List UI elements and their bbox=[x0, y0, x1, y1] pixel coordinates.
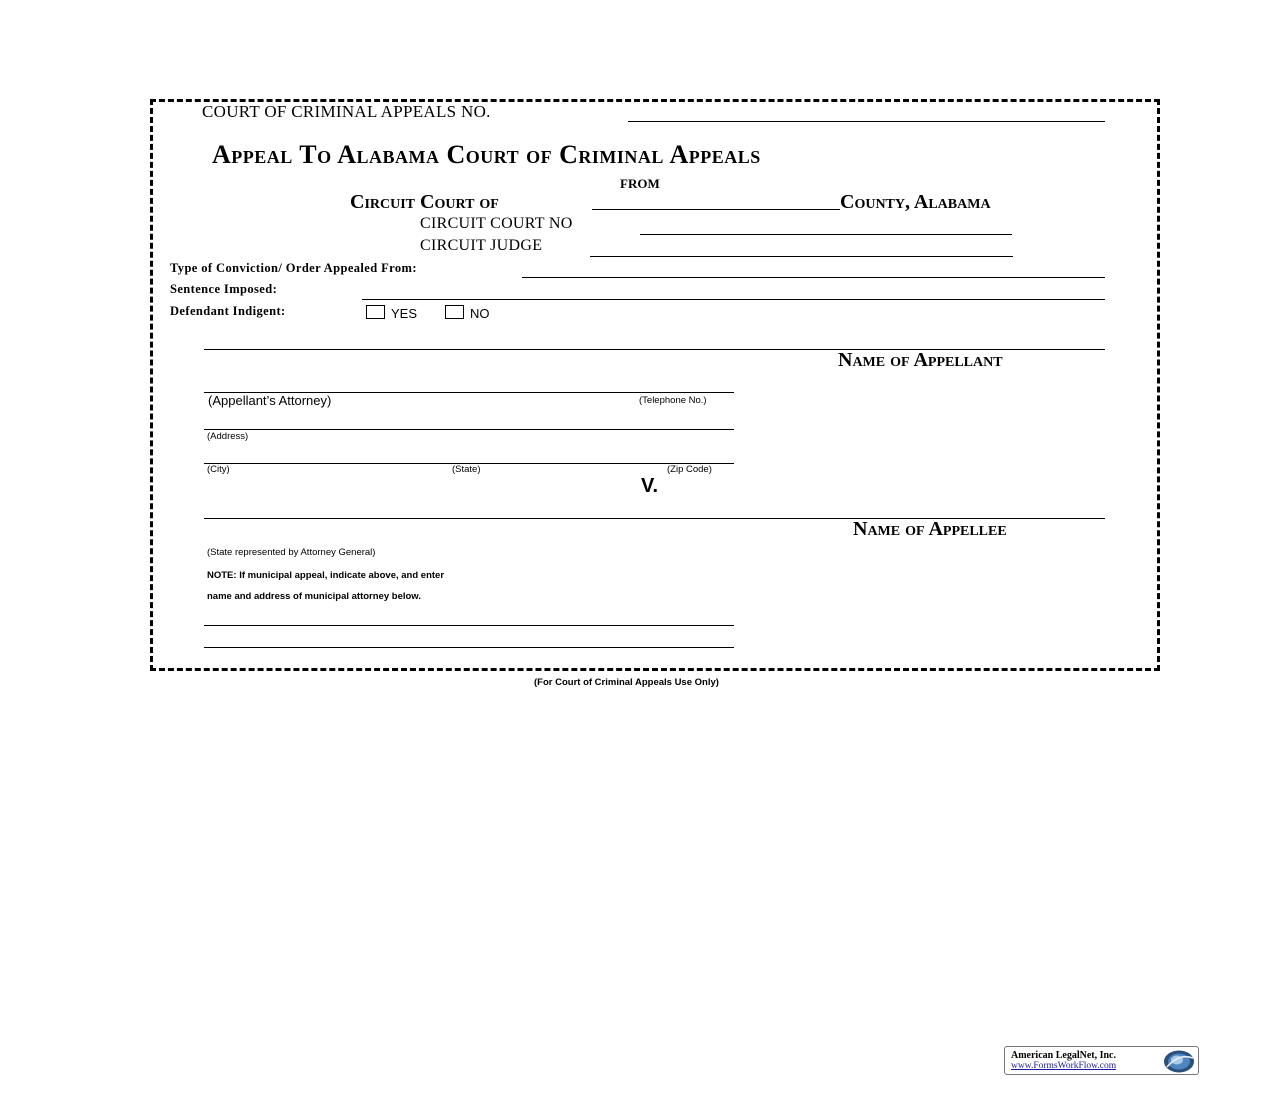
municipal-note-line2: name and address of municipal attorney below. bbox=[207, 591, 421, 602]
circuit-court-no-label: CIRCUIT COURT NO bbox=[420, 215, 573, 232]
indigent-no-checkbox[interactable] bbox=[445, 305, 464, 319]
american-legalnet-logo[interactable] bbox=[1004, 1046, 1199, 1075]
state-represented-note: (State represented by Attorney General) bbox=[207, 547, 376, 558]
circuit-court-of-label: Circuit Court of bbox=[350, 191, 499, 213]
sentence-imposed-label: Sentence Imposed: bbox=[170, 282, 278, 296]
state-label: (State) bbox=[452, 464, 481, 475]
municipal-note-line1: NOTE: If municipal appeal, indicate above, and enter bbox=[207, 570, 445, 581]
indigent-no-label: NO bbox=[470, 306, 490, 321]
circuit-court-no-field[interactable] bbox=[640, 234, 1012, 235]
from-label: from bbox=[620, 172, 660, 192]
appellant-attorney-label: (Appellant’s Attorney) bbox=[208, 393, 332, 408]
cca-number-label: COURT OF CRIMINAL APPEALS NO. bbox=[202, 102, 491, 121]
telephone-label: (Telephone No.) bbox=[639, 395, 707, 406]
municipal-attorney-field-1[interactable] bbox=[204, 625, 734, 626]
zip-code-label: (Zip Code) bbox=[667, 464, 712, 475]
name-of-appellee-label: Name of Appellee bbox=[853, 518, 1007, 540]
company-name: American LegalNet, Inc. bbox=[1011, 1050, 1116, 1061]
sentence-imposed-field[interactable] bbox=[362, 299, 1105, 300]
type-of-conviction-label: Type of Conviction/ Order Appealed From: bbox=[170, 261, 417, 275]
county-alabama-label: County, Alabama bbox=[840, 191, 991, 213]
company-url[interactable]: www.FormsWorkFlow.com bbox=[1011, 1061, 1117, 1071]
address-field[interactable] bbox=[204, 429, 734, 430]
indigent-yes-checkbox[interactable] bbox=[366, 305, 385, 319]
cca-number-field[interactable] bbox=[628, 121, 1105, 122]
versus-label: V. bbox=[641, 475, 659, 497]
name-of-appellant-label: Name of Appellant bbox=[838, 349, 1003, 371]
defendant-indigent-label: Defendant Indigent: bbox=[170, 304, 286, 318]
city-label: (City) bbox=[207, 464, 230, 475]
form-title: Appeal To Alabama Court of Criminal Appeals bbox=[212, 140, 761, 169]
address-label: (Address) bbox=[207, 431, 249, 442]
municipal-attorney-field-2[interactable] bbox=[204, 647, 734, 648]
type-of-conviction-field[interactable] bbox=[522, 277, 1105, 278]
county-field[interactable] bbox=[592, 209, 840, 210]
globe-icon bbox=[1161, 1049, 1197, 1074]
court-use-only-note: (For Court of Criminal Appeals Use Only) bbox=[534, 677, 719, 688]
circuit-judge-field[interactable] bbox=[590, 256, 1013, 257]
indigent-yes-label: YES bbox=[391, 306, 418, 321]
circuit-judge-label: CIRCUIT JUDGE bbox=[420, 237, 543, 254]
